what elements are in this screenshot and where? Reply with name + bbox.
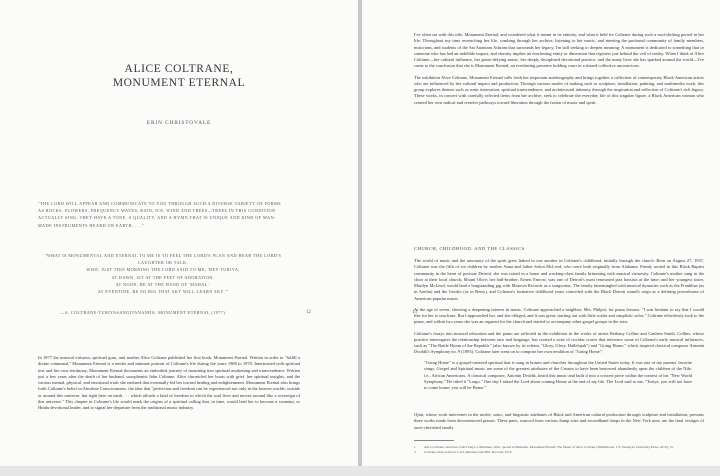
epigraph-2-line: "WHAT IS MONUMENTAL AND ETERNAL TO ME IS TO FEEL THE LORD'S PLAN AND HEAR THE LORD'S LAUGHTER OR TALK. bbox=[44, 253, 282, 266]
footnote-text: Coltrane, liner notes for Lord, Impulse! and ABC Records, 1972. bbox=[424, 449, 513, 454]
right-page bbox=[362, 0, 720, 466]
paragraph: In 1977 the musical virtuoso, spiritual guru, and mother Alice Coltrane published her first book, Monument Eternal. Written in order to "fulfill a divine command," Monument Eternal is a tender and intimate portrait of Coltrane's life during the years 1968 to 1970. Intertwined with spiritual text and her own testimony, Monument Eternal documents an embodied journey of mourning into spiritual awakening and transcendence. Written just a few years after the death of her husband, saxophonist John Coltrane, Alice chronicled her bouts with grief, her spiritual insights, and the various mental, physical, and emotional trials she endured that eventually led her toward healing and enlightenment. Monument Eternal also brings forth Coltrane's belief in Absolute Consciousness, the idea that "perfection and freedom can be experienced not only in the heaven worlds, outside or around this universe, but right here on earth . . . which affords a kind of freedom in which the soul lives and moves around like a sovereign of this universe." This chapter in Coltrane's life would mark the origins of a spiritual calling that, in time, would lead her to become a swamini, or Hindu devotional leader, and to signal her departure from the traditional music industry. bbox=[38, 355, 300, 410]
paragraph: I've often sat with this title, Monument Eternal, and wondered what it meant in its entirety, and what it held for Coltrane during such a soul-shifting period in her life. Throughout my time researching her life, combing through her archive, listening to her music, and meeting the profound community of family members, musicians, and students of the Sai Anantam Ashram that surrounds her legacy, I'm still seeking to deepen meaning: A monument is dedicated to something that or someone who has had an indelible impact, and eternity implies an everlasting entity or dimension that registers just behind the veil of reality. When I think of Alice Coltrane—her cultural influence, her genre-defying music, her deeply disciplined devotional practice, and the many lives she has sparked around the world—I've come to the conclusion that she is Monument Eternal, an everlasting presence holding court in a shared collective unconscious. bbox=[414, 32, 704, 69]
footnote-number: 1 bbox=[414, 445, 416, 449]
epigraph-2-line: WISE, JUST THIS MORNING THE LORD SAID TO ME, 'HEY TURIYA, bbox=[86, 267, 240, 273]
footnote bbox=[414, 450, 694, 455]
paragraph: The world of music and the sanctuary of the spirit grew linked in one another in Coltrane's childhood, initially through the church. Born on August 27, 1937, Coltrane was the fifth of six children by mother Anna and father Solon McLeod, who were both originally from Alabama. Firmly rooted in this Black Baptist community in the heart of postwar Detroit, she was raised in a home and working-class family brimming with musical virtuosity. Coltrane's mother sang in the choir at their local church, Mount Olive; her half-brother, Ernest Farrow, was one of Detroit's most renowned jazz bassists at the time; and her youngest sister, Marilyn McLeod, would land a longstanding gig with Motown Records as a songwriter. The family intermingled with musical dynasties such as the Franklins (as in Aretha) and the Gordys (as in Berry), and Coltrane's formative childhood years coincided with the Black Detroit sound's reign as a defining powerhouse of American popular music. bbox=[414, 258, 704, 301]
epigraph-2 bbox=[38, 252, 288, 295]
epigraph-1: "THE LORD WILL APPEAR AND COMMUNICATE TO YOU THROUGH SUCH A DIVERSE VARIETY OF FORMS AS ROCKS, FLOWERS, FREQUENCY WAVES, RAIN, ICE, WIND AND TREES—TREES IN THIS CONDITION ACTUALLY SING. THEY HAVE A TONE, A QUALITY, AND A HYMN THAT IS UNIQUE AND KIND OF MAN-MADE INSTRUMENTS HEARD ON EARTH. . . ." bbox=[38, 201, 282, 228]
right-body-bottom bbox=[414, 412, 704, 431]
block-quote: "Going Home" is a gospel-oriented spiritual that is sung in homes and churches throughout the United States today. It was one of my parents' favorite songs. Gospel and Spiritual music are some of the greatest attributes of the Creator to have been bestowed abundantly upon the children of the Nile, i.e., African Americans. A classical composer, Antonín Dvořák, heard this music and built it into a concert piece within the context of his "New World Symphony." He titled it "Largo." One day I asked the Lord about coming Home at the end of my life. The Lord said to me, "Turiya, you will not have to come home; you will be Home." bbox=[424, 360, 692, 390]
page-number-left: 12 bbox=[306, 310, 311, 315]
right-body-top bbox=[414, 32, 704, 106]
section-heading: CHURCH, CHILDHOOD, AND THE CLASSICS bbox=[414, 246, 525, 251]
paragraph: The exhibition Alice Coltrane, Monument Eternal calls forth her important autobiography and brings together a collection of contemporary Black American artists who are influenced by her cultural impact and production. Through various modes of making such as sculpture, installation, painting, and multimedia work, this group explores themes such as sonic innovation, spiritual transcendence, and architectural intimacy through the inspiration and reflection of Coltrane's rich legacy. These works, in concert with carefully selected items from her archive, seek to celebrate the everyday life of this singular figure, a Black American woman who created her own radical and creative pathways toward liberation through the fusion of music and spirit. bbox=[414, 74, 704, 105]
chapter-title bbox=[0, 62, 358, 90]
paragraph: Coltrane's forays into musical education and the piano are reflected in the exhibition in the works of artists Bethany Collins and Cauleen Smith. Collins, whose practice interrogates the relationship between race and language, has created a suite of circular scores that reference some of Coltrane's early musical influences, such as "The Battle Hymn of the Republic" (also known by its refrain, "Glory, Glory, Hallelujah") and "Going Home," which inspired classical composer Antonín Dvořák's Symphony no. 9 (1893). Coltrane later went on to compose her own rendition of "Going Home": bbox=[414, 330, 704, 355]
title-line-1: ALICE COLTRANE, bbox=[124, 63, 234, 75]
page-number-right: 13 bbox=[412, 310, 417, 315]
left-page bbox=[0, 0, 358, 466]
footnotes bbox=[414, 445, 694, 454]
epigraph-2-line: AT EVENTIDE, BE SO BIG THAT SKY WILL LEARN SKY.'" bbox=[97, 289, 229, 295]
epigraph-2-line: AT DAWN, SIT AT THE FEET OF ADORATION. bbox=[111, 274, 215, 280]
right-body-middle bbox=[414, 258, 704, 356]
epigraph-attribution: —A. COLTRANE-TURIYASANGITANANDA, MONUMENT ETERNAL (1977) bbox=[60, 310, 226, 315]
footnote-number: 2 bbox=[414, 449, 416, 454]
title-line-2: MONUMENT ETERNAL bbox=[112, 77, 246, 89]
paragraph: At the age of seven, showing a deepening interest in music, Coltrane approached a neighbor, Mrs. Philpot, for piano lessons. "I was hesitant to say that I would like for her to teach me. But I approached her, and she obliged, and it was great, starting out with little scales and simplistic solos." Coltrane effortlessly took to the piano, and within two years she was an organist for the church and started to accompany other gospel groups in the area. bbox=[414, 306, 704, 325]
author-name: ERIN CHRISTOVALE bbox=[146, 120, 212, 126]
left-body-text bbox=[38, 355, 300, 411]
page-edge bbox=[0, 466, 720, 476]
footnote-text: Alice Coltrane, interview with Franya J. Berkman, 2001, quoted in Berkman, Monument Eternal: The Music of Alice Coltrane (Middletown, CT: Wesleyan University Press, 2010), 15. bbox=[424, 445, 674, 449]
epigraph-2-line: AT NOON, BE AT THE HAND OF 'MAHAL.' bbox=[115, 281, 211, 287]
footnote-rule bbox=[414, 440, 454, 441]
paragraph: Ojini, whose work intervenes in the tactile, sonic, and linguistic attributes of Black and American cultural production through sculpture and installation, presents three works made from deconstructed pianos. These parts, sourced from various dump sites and secondhand shops in the New York area, are the final vestiges of once-cherished family bbox=[414, 412, 704, 430]
